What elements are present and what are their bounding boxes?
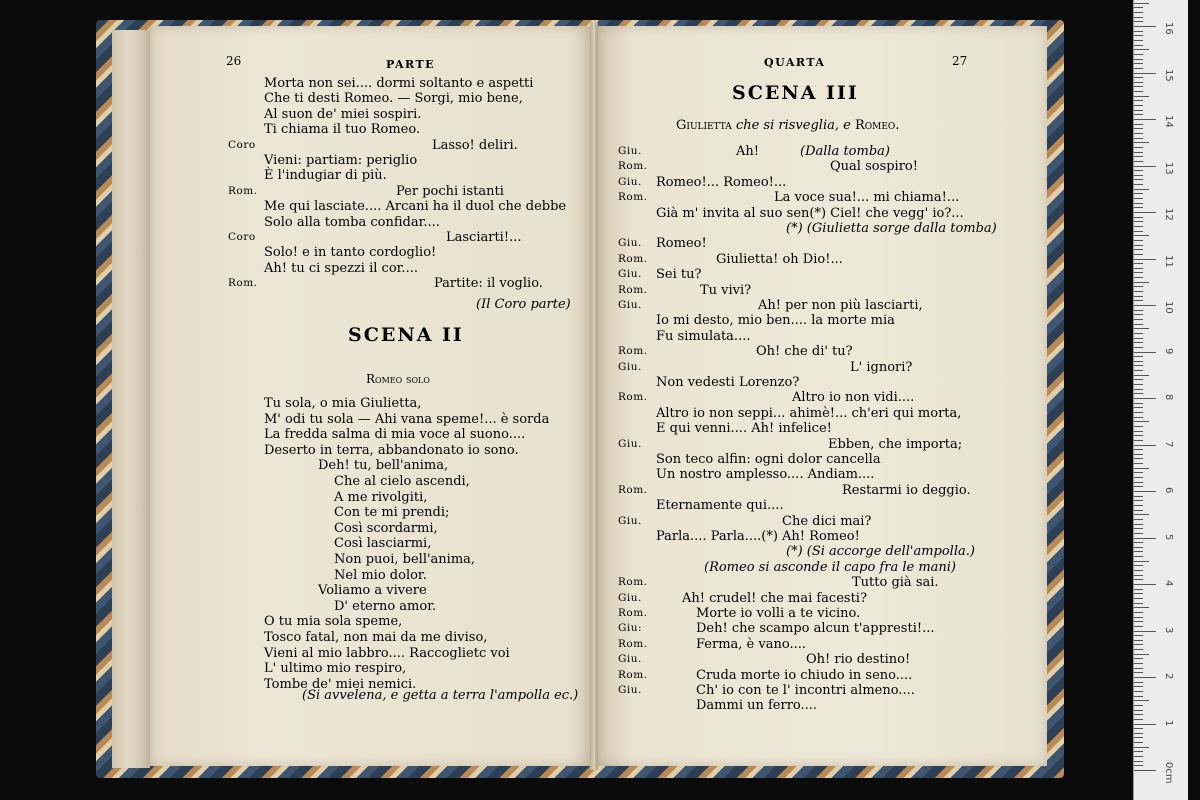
ruler-tick (1134, 17, 1143, 18)
ruler-tick (1134, 621, 1143, 622)
ruler-tick (1134, 677, 1156, 678)
ruler-tick (1134, 207, 1143, 208)
ruler-tick (1134, 128, 1143, 129)
verse-line: M' odi tu sola — Ahi vana speme!... è sorda (264, 411, 550, 427)
verse-line: O tu mia sola speme, (264, 614, 403, 630)
ruler-tick (1134, 728, 1143, 729)
ruler-tick (1134, 40, 1143, 41)
verse-line: L' ultimo mio respiro, (264, 661, 407, 677)
ruler-tick (1134, 542, 1143, 543)
ruler-tick (1134, 100, 1143, 101)
ruler-tick (1134, 407, 1143, 408)
ruler-number: 4 (1163, 580, 1174, 587)
verse-line: Solo! e in tanto cordoglio! (264, 245, 437, 261)
verse-line: Ah! tu ci spezzi il cor.... (264, 260, 418, 276)
ruler-tick (1134, 696, 1143, 697)
verse-line: Vieni al mio labbro.... Raccoglietc voi (264, 645, 510, 661)
speaker-label: Giu. (618, 684, 642, 696)
ruler-tick (1134, 319, 1143, 320)
ruler-tick (1134, 286, 1143, 287)
ruler-tick (1134, 421, 1149, 422)
verse-line: Già m' invita al suo sen(*) Ciel! che vegg' io?... (656, 205, 964, 221)
verse-line: Deserto in terra, abbandonato io sono. (264, 442, 519, 458)
verse-line: Parla.... Parla....(*) Ah! Romeo! (656, 529, 860, 544)
verse-line: Fu simulata.... (656, 328, 751, 344)
verse-line: Nel mio dolor. (334, 567, 427, 583)
verse-line: Morte io volli a te vicino. (696, 606, 861, 621)
ruler-tick (1134, 528, 1143, 529)
ruler-tick (1134, 435, 1143, 436)
ruler-tick (1134, 658, 1143, 659)
ruler-tick (1134, 491, 1156, 492)
verse-line: Giulietta! oh Dio!... (716, 251, 843, 267)
ruler-tick (1134, 398, 1156, 399)
ruler-tick (1134, 458, 1143, 459)
ruler-tick (1134, 119, 1156, 120)
speaker-label: Giu. (618, 360, 642, 373)
ruler-tick (1134, 86, 1143, 87)
ruler-tick (1134, 352, 1156, 353)
ruler-number: 5 (1163, 533, 1174, 540)
verse-line: Con te mi prendi; (334, 505, 450, 521)
ruler-tick (1134, 7, 1143, 8)
verse-line: Vieni: partiam: periglio (264, 153, 418, 168)
page-edges (112, 30, 150, 768)
ruler-tick (1134, 551, 1143, 552)
ruler-tick (1134, 737, 1143, 738)
ruler-tick (1134, 598, 1143, 599)
ruler-tick (1134, 235, 1149, 236)
ruler-tick (1134, 91, 1143, 92)
ruler-tick (1134, 356, 1143, 357)
speaker-label: Rom. (618, 345, 648, 358)
ruler-tick (1134, 617, 1143, 618)
ruler-tick (1134, 445, 1156, 446)
speaker-label: Rom. (618, 391, 648, 404)
speaker-label: Coro (228, 231, 256, 243)
ruler-tick (1134, 110, 1143, 111)
ruler-tick (1134, 426, 1143, 427)
speaker-label: Rom. (228, 184, 258, 197)
verse-line: Tu vivi? (700, 282, 752, 298)
ruler-tick (1134, 105, 1143, 106)
verse-line: Ti chiama il tuo Romeo. (264, 122, 421, 138)
ruler-tick (1134, 589, 1143, 590)
speaker-label: Rom. (618, 160, 648, 173)
ruler-number: 7 (1163, 440, 1174, 447)
speaker-label: Rom. (618, 576, 648, 589)
ruler-tick (1134, 179, 1143, 180)
verse-line: Tosco fatal, non mai da me diviso, (264, 630, 488, 645)
ruler-tick (1134, 375, 1149, 376)
ruler-tick (1134, 365, 1143, 366)
ruler-tick (1134, 175, 1143, 176)
stage-direction: (Dalla tomba) (800, 144, 890, 159)
verse-line: Lasciarti!... (446, 230, 522, 245)
ruler-tick (1134, 510, 1143, 511)
ruler-tick (1134, 63, 1143, 64)
ruler-tick (1134, 556, 1143, 557)
ruler-tick (1134, 561, 1149, 562)
ruler-tick (1134, 370, 1143, 371)
right-page-header: QUARTA (764, 56, 826, 69)
ruler-tick (1134, 663, 1143, 664)
ruler-tick (1134, 547, 1143, 548)
ruler-tick (1134, 682, 1143, 683)
ruler-tick (1134, 73, 1156, 74)
verse-line: Non vedesti Lorenzo? (656, 375, 800, 390)
ruler-tick (1134, 463, 1143, 464)
scene-subtitle: Romeo solo (366, 372, 430, 386)
verse-line: Che al cielo ascendi, (334, 474, 470, 489)
verse-line: È l'indugiar di più. (264, 168, 387, 184)
verse-line: Ah! (736, 144, 759, 159)
speaker-label: Giu. (618, 514, 642, 527)
ruler-tick (1134, 96, 1149, 97)
verse-line: La fredda salma di mia voce al suono.... (264, 427, 526, 443)
ruler-number: 0cm (1163, 762, 1174, 784)
ruler-number: 10 (1163, 301, 1174, 314)
ruler-tick (1134, 417, 1143, 418)
ruler-tick (1134, 217, 1143, 218)
verse-line: Al suon de' miei sospiri. (264, 106, 422, 122)
ruler-tick (1134, 393, 1143, 394)
ruler-tick (1134, 579, 1143, 580)
ruler-tick (1134, 496, 1143, 497)
verse-line: Io mi desto, mio ben.... la morte mia (656, 313, 895, 329)
ruler-tick (1134, 170, 1143, 171)
ruler-tick (1134, 747, 1149, 748)
verse-line: Partite: il voglio. (434, 276, 543, 292)
ruler-tick (1134, 77, 1143, 78)
ruler-tick (1134, 184, 1143, 185)
ruler-tick (1134, 770, 1156, 771)
ruler-tick (1134, 166, 1156, 167)
ruler-number: 1 (1163, 719, 1174, 726)
ruler-tick (1134, 249, 1143, 250)
ruler-tick (1134, 486, 1143, 487)
ruler-tick (1134, 482, 1143, 483)
ruler-tick (1134, 152, 1143, 153)
verse-line: Che ti desti Romeo. — Sorgi, mio bene, (264, 91, 523, 107)
ruler-tick (1134, 603, 1143, 604)
ruler-tick (1134, 751, 1143, 752)
ruler-tick (1134, 519, 1143, 520)
ruler-tick (1134, 114, 1143, 115)
ruler-tick (1134, 710, 1143, 711)
ruler-tick (1134, 733, 1143, 734)
ruler-tick (1134, 328, 1149, 329)
verse-line: Così scordarmi, (334, 520, 438, 536)
ruler-number: 13 (1163, 161, 1174, 175)
ruler-tick (1134, 538, 1156, 539)
speaker-label: Giu. (618, 591, 642, 604)
ruler-tick (1134, 593, 1143, 594)
ruler-tick (1134, 705, 1143, 706)
speaker-label: Rom. (618, 637, 648, 650)
ruler-tick (1134, 649, 1143, 650)
ruler-tick (1134, 654, 1149, 655)
verse-line: Romeo! (656, 236, 707, 252)
ruler-tick (1134, 342, 1143, 343)
ruler-tick (1134, 240, 1143, 241)
book-gutter (590, 22, 598, 770)
ruler-tick (1134, 203, 1143, 204)
ruler-tick (1134, 440, 1143, 441)
verse-line: D' eterno amor. (334, 598, 437, 614)
ruler-tick (1134, 314, 1143, 315)
ruler-tick (1134, 612, 1143, 613)
ruler-tick (1134, 161, 1143, 162)
verse-line: Così lasciarmi, (334, 536, 432, 552)
verse-line: Un nostro amplesso.... Andiam.... (656, 467, 875, 483)
ruler-tick (1134, 719, 1143, 720)
verse-line: A me rivolgiti, (334, 489, 428, 505)
stage-direction: (Il Coro parte) (476, 297, 571, 312)
speaker-label: Rom. (618, 668, 648, 681)
ruler-number: 2 (1163, 673, 1174, 680)
verse-line: Eternamente qui.... (656, 498, 784, 514)
verse-line: Ebben, che importa; (828, 436, 963, 452)
speaker-label: Rom. (618, 191, 648, 204)
verse-line: Romeo!... Romeo!... (656, 174, 787, 190)
ruler-tick (1134, 626, 1143, 627)
ruler-tick (1134, 324, 1143, 325)
speaker-label: Rom. (618, 483, 648, 496)
ruler-number: 12 (1163, 208, 1174, 221)
ruler-tick (1134, 524, 1143, 525)
ruler-tick (1134, 361, 1143, 362)
ruler-tick (1134, 403, 1143, 404)
ruler-tick (1134, 147, 1143, 148)
ruler-tick (1134, 668, 1143, 669)
ruler-tick (1134, 124, 1143, 125)
verse-line: Che dici mai? (782, 513, 872, 529)
speaker-label: Rom. (228, 277, 258, 290)
ruler-tick (1134, 45, 1143, 46)
character-name: Giulietta (676, 118, 732, 133)
speaker-label: Rom. (618, 607, 648, 619)
ruler-tick (1134, 672, 1143, 673)
ruler-number: 6 (1163, 487, 1174, 494)
ruler-number: 15 (1163, 68, 1174, 82)
ruler-tick (1134, 742, 1143, 743)
verse-line: Tutto già sai. (852, 575, 939, 591)
ruler-tick (1134, 59, 1143, 60)
ruler-tick (1134, 212, 1156, 213)
stage-direction: (Romeo si asconde il capo fra le mani) (704, 559, 957, 575)
ruler-tick (1134, 231, 1143, 232)
verse-line: Ah! crudel! che mai facesti? (682, 590, 867, 606)
verse-line: Qual sospiro! (830, 159, 918, 175)
ruler-tick (1134, 31, 1143, 32)
ruler-tick (1134, 333, 1143, 334)
character-name: Romeo. (854, 118, 900, 133)
ruler-tick (1134, 477, 1143, 478)
verse-line: Son teco alfin: ogni dolor cancella (656, 452, 881, 467)
ruler-tick (1134, 384, 1143, 385)
ruler-tick (1134, 765, 1143, 766)
verse-line: Me qui lasciate.... Arcani ha il duol che debbe (264, 199, 567, 215)
ruler-tick (1134, 277, 1143, 278)
scene-subtitle (676, 118, 899, 133)
ruler-tick (1134, 338, 1143, 339)
scene-title: SCENA III (732, 82, 859, 104)
ruler-tick (1134, 21, 1143, 22)
ruler-tick (1134, 644, 1143, 645)
verse-line: Oh! che di' tu? (756, 344, 853, 360)
verse-line: Per pochi istanti (396, 183, 504, 199)
ruler-tick (1134, 761, 1143, 762)
verse-line: Tombe de' miei nemici. (264, 676, 417, 692)
verse-line: Morta non sei.... dormi soltanto e aspetti (264, 76, 534, 91)
ruler-tick (1134, 500, 1143, 501)
verse-line: Ferma, è vano.... (696, 636, 806, 652)
verse-line: Altro io non seppi... ahimè!... ch'eri qui morta, (656, 405, 962, 421)
right-page-number: 27 (952, 54, 968, 68)
ruler-tick (1134, 221, 1143, 222)
ruler-tick (1134, 198, 1143, 199)
ruler-number: 11 (1163, 254, 1174, 268)
ruler-tick (1134, 533, 1143, 534)
ruler-tick (1134, 505, 1143, 506)
ruler-number: 14 (1163, 115, 1174, 128)
verse-line: Solo alla tomba confidar.... (264, 214, 440, 230)
ruler-tick (1134, 259, 1156, 260)
ruler-tick (1134, 68, 1143, 69)
subtitle-direction: che si risveglia, e (735, 118, 851, 133)
ruler-tick (1134, 291, 1143, 292)
ruler-tick (1134, 640, 1143, 641)
verse-line: Ah! per non più lasciarti, (758, 298, 923, 313)
ruler-tick (1134, 310, 1143, 311)
ruler-tick (1134, 142, 1149, 143)
verse-line: Cruda morte io chiudo in seno.... (696, 667, 913, 683)
ruler-tick (1134, 189, 1149, 190)
speaker-label: Giu: (618, 622, 643, 635)
verse-line: Restarmi io deggio. (842, 482, 971, 498)
ruler-tick (1134, 263, 1143, 264)
ruler-tick (1134, 133, 1143, 134)
stage-direction: (Si avvelena, e getta a terra l'ampolla ec.) (302, 688, 579, 703)
ruler-tick (1134, 156, 1143, 157)
scene-title: SCENA II (348, 324, 464, 346)
ruler-tick (1134, 379, 1143, 380)
ruler-tick (1134, 3, 1149, 4)
ruler-tick (1134, 691, 1143, 692)
ruler-tick (1134, 635, 1143, 636)
ruler-tick (1134, 254, 1143, 255)
ruler-tick (1134, 570, 1143, 571)
verse-line: La voce sua!... mi chiama!... (774, 190, 960, 206)
verse-line: Deh! tu, bell'anima, (318, 458, 449, 474)
left-page-number: 26 (226, 54, 242, 68)
ruler-tick (1134, 686, 1143, 687)
ruler-tick (1134, 700, 1149, 701)
ruler-tick (1134, 756, 1143, 757)
ruler-tick (1134, 245, 1143, 246)
ruler-tick (1134, 584, 1156, 585)
speaker-label: Giu. (618, 175, 642, 188)
ruler-tick (1134, 449, 1143, 450)
speaker-label: Giu. (618, 299, 642, 311)
ruler-tick (1134, 226, 1143, 227)
ruler-tick (1134, 631, 1156, 632)
stage-direction: (*) (Si accorge dell'ampolla.) (786, 544, 975, 560)
ruler-tick (1134, 714, 1143, 715)
verse-line: Sei tu? (656, 267, 702, 283)
verse-line: Lasso! deliri. (432, 137, 518, 153)
verse-line: Altro io non vidi.... (792, 390, 915, 406)
ruler-tick (1134, 12, 1143, 13)
ruler-number: 9 (1163, 347, 1174, 354)
ruler-tick (1134, 282, 1149, 283)
ruler-tick (1134, 138, 1143, 139)
ruler-tick (1134, 347, 1143, 348)
ruler-tick (1134, 305, 1156, 306)
measuring-ruler (1133, 0, 1188, 800)
verse-line: L' ignori? (850, 359, 913, 375)
stage-direction: (*) (Giulietta sorge dalla tomba) (786, 221, 997, 236)
ruler-tick (1134, 272, 1143, 273)
ruler-tick (1134, 575, 1143, 576)
ruler-tick (1134, 607, 1149, 608)
speaker-label: Giu. (618, 237, 642, 250)
ruler-tick (1134, 724, 1156, 725)
ruler-tick (1134, 26, 1156, 27)
verse-line: Oh! rio destino! (806, 652, 911, 668)
ruler-tick (1134, 514, 1149, 515)
ruler-tick (1134, 412, 1143, 413)
ruler-number: 3 (1163, 626, 1174, 633)
ruler-tick (1134, 389, 1143, 390)
ruler-number: 8 (1163, 394, 1174, 401)
ruler-tick (1134, 472, 1143, 473)
ruler-number: 16 (1163, 22, 1174, 35)
speaker-label: Giu. (618, 268, 642, 281)
verse-line: Tu sola, o mia Giulietta, (264, 396, 422, 411)
ruler-tick (1134, 296, 1143, 297)
speaker-label: Giu. (618, 653, 642, 666)
verse-line: E qui venni.... Ah! infelice! (656, 421, 832, 437)
ruler-tick (1134, 54, 1143, 55)
ruler-tick (1134, 193, 1143, 194)
ruler-tick (1134, 49, 1149, 50)
ruler-tick (1134, 454, 1143, 455)
speaker-label: Rom. (618, 252, 648, 265)
ruler-tick (1134, 565, 1143, 566)
verse-line: Voliamo a vivere (318, 583, 427, 599)
speaker-label: Rom. (618, 283, 648, 296)
verse-line: Non puoi, bell'anima, (334, 552, 476, 567)
speaker-label: Giu. (618, 437, 642, 450)
ruler-tick (1134, 431, 1143, 432)
verse-line: Dammi un ferro.... (696, 698, 818, 714)
ruler-tick (1134, 35, 1143, 36)
ruler-tick (1134, 468, 1149, 469)
speaker-label: Coro (228, 138, 256, 151)
speaker-label: Giu. (618, 145, 642, 157)
verse-line: Deh! che scampo alcun t'appresti!... (696, 621, 935, 637)
ruler-tick (1134, 82, 1143, 83)
ruler-tick (1134, 300, 1143, 301)
left-page-header: PARTE (386, 58, 436, 71)
ruler-tick (1134, 268, 1143, 269)
verse-line: Ch' io con te l' incontri almeno.... (696, 683, 915, 698)
